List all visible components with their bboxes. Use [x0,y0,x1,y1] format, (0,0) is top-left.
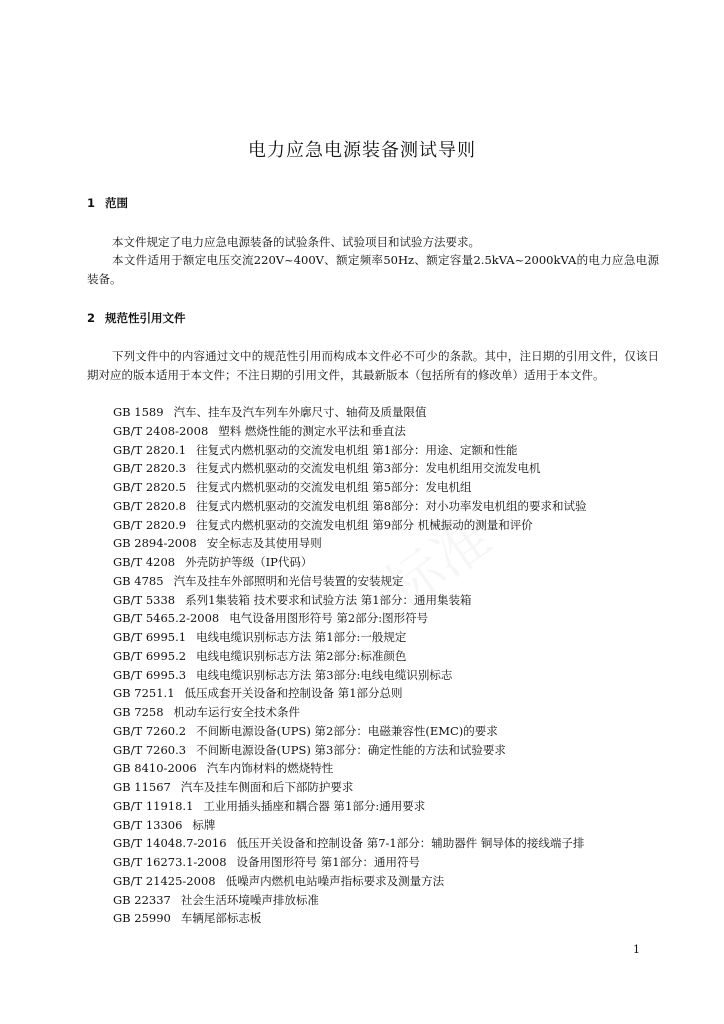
reference-item [113,891,587,910]
document-title: 电力应急电源装备测试导则 [248,140,476,161]
reference-title: 低噪声内燃机电站噪声指标要求及测量方法 [225,873,445,888]
reference-item [113,722,587,741]
section-1-number: 1 [87,196,96,210]
reference-code: GB 4785 [113,573,164,588]
reference-code: GB/T 7260.2 [113,723,187,738]
reference-item [113,459,587,478]
reference-title: 设备用图形符号 第1部分：通用符号 [236,855,421,869]
reference-code: GB/T 6995.1 [113,630,187,644]
reference-title: 低压开关设备和控制设备 第7-1部分：辅助器件 铜导体的接线端子排 [236,836,585,851]
reference-code: GB/T 2408-2008 [113,423,209,438]
reference-item [113,853,587,872]
reference-title: 工业用插头插座和耦合器 第1部分:通用要求 [203,798,426,813]
reference-item [113,797,587,816]
reference-title: 电气设备用图形符号 第2部分:图形符号 [229,611,429,626]
reference-code: GB/T 2820.5 [113,480,187,494]
reference-item [113,647,587,666]
reference-code: GB 1589 [113,405,164,419]
reference-title: 标牌 [192,817,216,832]
reference-item [113,516,587,535]
reference-title: 汽车、挂车及汽车列车外廓尺寸、轴荷及质量限值 [173,405,427,419]
reference-title: 往复式内燃机驱动的交流发电机组 第9部分 机械振动的测量和评价 [196,517,533,532]
reference-item [113,816,587,835]
reference-title: 机动车运行安全技术条件 [173,705,301,719]
reference-title: 汽车内饰材料的燃烧特性 [206,761,334,776]
reference-title: 低压成套开关设备和控制设备 第1部分总则 [184,686,403,701]
reference-code: GB/T 7260.3 [113,742,187,757]
reference-title: 塑料 燃烧性能的测定水平法和垂直法 [218,423,406,438]
reference-title: 汽车及挂车侧面和后下部防护要求 [180,780,354,794]
reference-item [113,834,587,853]
reference-code: GB 7258 [113,705,164,719]
reference-code: GB/T 5465.2-2008 [113,611,220,626]
reference-title: 往复式内燃机驱动的交流发电机组 第1部分：用途、定额和性能 [196,442,518,457]
reference-title: 系列1集装箱 技术要求和试验方法 第1部分：通用集装箱 [185,592,472,607]
reference-code: GB/T 6995.2 [113,648,187,663]
reference-item [113,909,587,928]
reference-item [113,441,587,460]
section-1-paragraph-1: 本文件规定了电力应急电源装备的试验条件、试验项目和试验方法要求。 [112,235,480,249]
reference-item [113,703,587,722]
section-2-number: 2 [87,311,96,325]
reference-item [113,609,587,628]
reference-code: GB/T 11918.1 [113,798,194,813]
reference-title: 电线电缆识别标志方法 第2部分:标准颜色 [196,648,407,663]
reference-code: GB/T 2820.9 [113,517,187,532]
reference-title: 车辆尾部标志板 [180,911,262,926]
page-number: 1 [633,943,640,956]
reference-title: 安全标志及其使用导则 [206,536,322,551]
reference-code: GB/T 6995.3 [113,667,187,682]
reference-code: GB/T 2820.1 [113,442,187,457]
reference-item [113,497,587,516]
reference-code: GB/T 21425-2008 [113,873,216,888]
section-1-paragraph-2: 本文件适用于额定电压交流220V~400V、额定频率50Hz、额定容量2.5kVA~2000kVA的电力应急电源装备。 [87,253,659,286]
reference-title: 往复式内燃机驱动的交流发电机组 第5部分：发电机组 [196,480,472,494]
reference-title: 汽车及挂车外部照明和光信号装置的安装规定 [173,573,404,588]
reference-list [113,403,587,928]
reference-title: 不间断电源设备(UPS) 第3部分：确定性能的方法和试验要求 [196,742,506,757]
reference-item [113,872,587,891]
section-1-heading [87,195,128,211]
section-2-heading [87,310,186,326]
reference-code: GB/T 16273.1-2008 [113,855,227,869]
reference-item [113,572,587,591]
reference-item [113,534,587,553]
reference-item [113,403,587,422]
section-2-title: 规范性引用文件 [105,311,186,325]
reference-code: GB 2894-2008 [113,536,197,551]
reference-code: GB/T 13306 [113,817,183,832]
reference-item [113,422,587,441]
reference-item [113,759,587,778]
reference-code: GB/T 2820.8 [113,498,187,513]
reference-code: GB 22337 [113,892,171,907]
reference-item [113,553,587,572]
reference-title: 电线电缆识别标志方法 第1部分:一般规定 [196,630,407,644]
reference-item [113,741,587,760]
reference-title: 电线电缆识别标志方法 第3部分:电线电缆识别标志 [196,667,453,682]
reference-title: 社会生活环境噪声排放标准 [180,892,319,907]
reference-item [113,666,587,685]
reference-title: 外壳防护等级（IP代码） [185,555,313,569]
reference-title: 不间断电源设备(UPS) 第2部分：电磁兼容性(EMC)的要求 [196,723,498,738]
reference-item [113,591,587,610]
reference-title: 往复式内燃机驱动的交流发电机组 第8部分：对小功率发电机组的要求和试验 [196,498,587,513]
reference-code: GB/T 4208 [113,555,176,569]
reference-code: GB 25990 [113,911,171,926]
reference-item [113,478,587,497]
reference-code: GB/T 14048.7-2016 [113,836,227,851]
reference-title: 往复式内燃机驱动的交流发电机组 第3部分：发电机组用交流发电机 [196,461,541,476]
reference-item [113,628,587,647]
reference-code: GB/T 2820.3 [113,461,187,476]
reference-code: GB 11567 [113,780,171,794]
reference-code: GB 7251.1 [113,686,175,701]
reference-item [113,778,587,797]
section-1-title: 范围 [105,196,128,210]
section-2-intro: 下列文件中的内容通过文中的规范性引用而构成本文件必不可少的条款。其中，注日期的引用文件，仅该日期对应的版本适用于本文件；不注日期的引用文件，其最新版本（包括所有的修改单）适用于本文件。 [87,349,659,382]
reference-code: GB 8410-2006 [113,761,197,776]
reference-item [113,684,587,703]
reference-code: GB/T 5338 [113,592,176,607]
